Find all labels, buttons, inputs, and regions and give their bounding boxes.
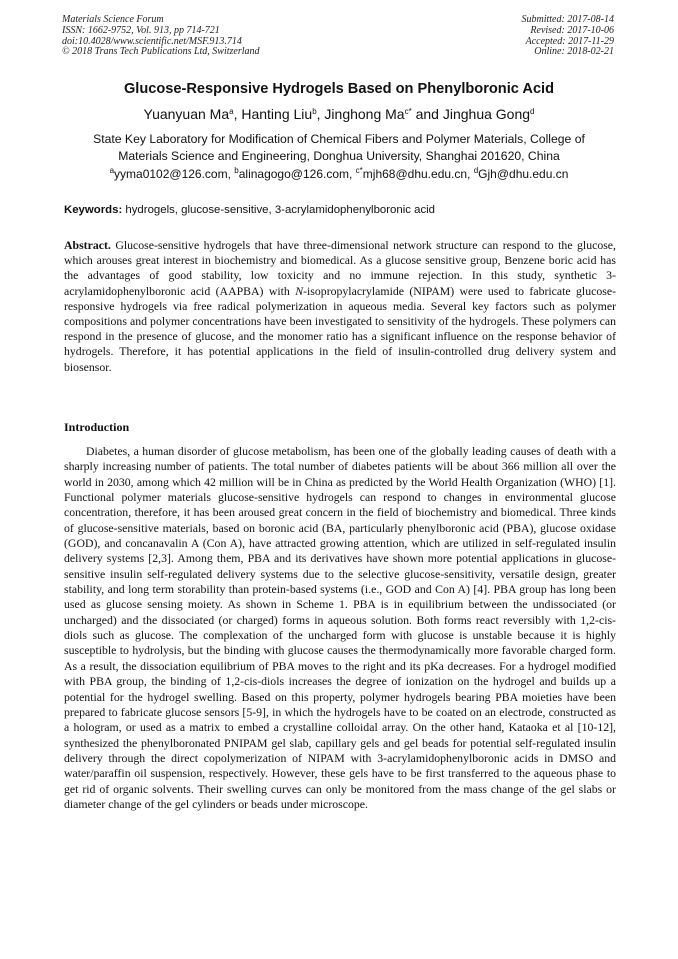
journal-name: Materials Science Forum: [62, 14, 164, 25]
copyright: © 2018 Trans Tech Publications Ltd, Switzerland: [62, 46, 260, 58]
author: Hanting Liu$^b$,: [241, 106, 325, 122]
journal-info: [62, 15, 260, 58]
abstract: [64, 238, 616, 375]
introduction-heading: Introduction: [64, 420, 130, 434]
revised-date: Revised: 2017-10-06: [530, 24, 614, 36]
keywords: [64, 204, 616, 216]
author: Jinghua Gong$^d$: [442, 106, 535, 122]
email-list: [0, 167, 678, 181]
paper-title: Glucose-Responsive Hydrogels Based on Phenylboronic Acid: [123, 81, 555, 97]
author: Jinghong $Ma^{c*}$ and: [324, 106, 443, 122]
publication-dates: [522, 15, 615, 58]
email: $^b$alinagogo@126.com,: [234, 166, 356, 181]
abstract-text: Glucose-sensitive hydrogels that have three-dimensional network structure can respond to the glucose, which arouses great interest in biochemistry and biomedical. As a glucose sensitive group, Benzene boric acid has the advantages of good stability, low toxicity and no immune rejection. In this study, synthetic 3-acrylamidophenylboronic acid (AAPBA) with: [64, 238, 616, 298]
affiliation: State Key Laboratory for Modification of Chemical Fibers and Polymer Materials, College of Materials Science and Engineering, Donghua University, Shanghai 201620, China: [93, 132, 585, 163]
abstract-italic: N: [295, 283, 304, 298]
keywords-label: Keywords:: [64, 204, 123, 216]
issn: ISSN: 1662-9752, Vol. 913, pp 714-721: [62, 24, 220, 36]
email: $^a$yyma0102@126.com,: [109, 166, 235, 181]
submitted-date: Submitted: 2017-08-14: [521, 14, 614, 25]
accepted-date: Accepted: 2017-11-29: [525, 35, 614, 47]
abstract-text-cont: -isopropylacrylamide (NIPAM) were used to fabricate glucose-responsive hydrogels via free radical polymerization in aqueous media. Several key factors such as polymer compositions and polymer concentrations have been investigated to sensitivity of the hydrogels. These polymers can respond in the presence of glucose, and the monomer ratio has a significant influence on the response behavior of hydrogels. Therefore, it has potential applications in the field of insulin-controlled drug delivery system and biosensor.: [64, 283, 617, 374]
keywords-text: hydrogels, glucose-sensitive, 3-acrylamidophenylboronic acid: [125, 204, 436, 216]
author-list: [0, 106, 678, 122]
abstract-label: Abstract.: [64, 238, 111, 252]
email: $^{c*}$mjh68@dhu.edu.cn,: [355, 166, 474, 181]
email: $^d$Gjh@dhu.edu.cn: [473, 166, 569, 181]
doi: doi:10.4028/www.scientific.net/MSF.913.714: [62, 35, 242, 47]
online-date: Online: 2018-02-21: [534, 46, 614, 58]
author: Yuanyuan Ma$^a$,: [143, 106, 242, 122]
introduction-paragraph: Diabetes, a human disorder of glucose metabolism, has been one of the globally leading causes of death with a sharply increasing number of patients. The total number of diabetes patients will be about 366 million all over the world in 2030, among which 42 million will be in China as predicted by the World Health Organization (WHO) [1]. Functional polymer materials glucose-sensitive hydrogels can respond to changes in environmental glucose concentration, therefore, it has been aroused great concern in the field of biochemistry and biomedical. Three kinds of glucose-sensitive materials, based on boronic acid (BA, particularly phenylboronic acid (PBA), glucose oxidase (GOD), and concanavalin A (Con A), have attracted growing attention, which are utilized in self-regulated insulin delivery systems [2,3]. Among them, PBA and its derivatives have shown more potential applications in glucose-sensitive insulin self-regulated delivery systems due to the selective glucose-sensitivity, versatile design, greater stability, and long term storability than protein-based systems (i.e., GOD and Con A) [4]. PBA group has long been used as glucose sensing moiety. As shown in Scheme 1. PBA is in equilibrium between the undissociated (or uncharged) and the dissociated (or charged) forms in aqueous solution. Both forms react reversibly with 1,2-cis-diols such as glucose. The complexation of the uncharged form with glucose is unstable because it is highly susceptible to hydrolysis, but the binding with glucose causes the thermodynamically more favorable charged form. As a result, the dissociation equilibrium of PBA moves to the right and its pKa decreases. For a hydrogel modified with PBA group, the binding of 1,2-cis-diols increases the degree of ionization on the hydrogel and builds up a potential for the hydrogel swelling. Based on this property, polymer hydrogels bearing PBA moieties have been prepared to fabricate glucose sensors [5-9], in which the hydrogels have to be coated on an electrode, constructed as a hologram, or used as a matrix to embed a crystalline colloidal array. On the other hand, Kataoka et al [10-12], synthesized the phenylboronated PNIPAM gel slab, capillary gels and gel beads for potential self-regulated insulin delivery through the direct copolymerization of NIPAM with 3-acrylamidophenylboronic acids in DMSO and water/paraffin oil suspension, respectively. However, these gels have to be first transferred to the aqueous phase to get rid of organic solvents. Their swelling curves can only be monitored from the mass change of the gel slabs or diameter change of the gel cylinders or beads under microscope.: [64, 444, 616, 811]
